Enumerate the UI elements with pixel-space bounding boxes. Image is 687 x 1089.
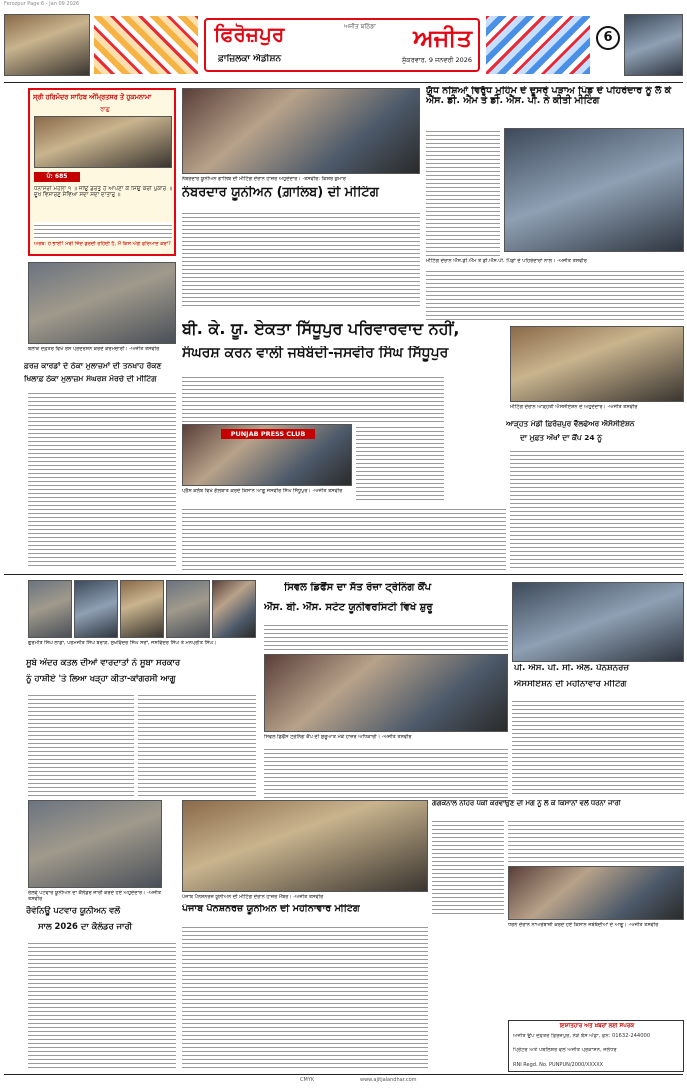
bku-body-top <box>182 374 444 424</box>
railway-headline-1: ਰੈਵੇਨਿਊ ਪਟਵਾਰ ਯੂਨੀਅਨ ਵਲੋਂ <box>26 906 121 915</box>
pensioners-headline: ਪੰਜਾਬ ਪੈਨਸ਼ਨਰਜ਼ ਯੂਨੀਅਨ ਦੀ ਮਹੀਨਾਵਾਰ ਮੀਟਿੰਗ <box>182 904 360 914</box>
bku-banner-text: PUNJAB PRESS CLUB <box>221 429 315 439</box>
civil-defence-headline-2: ਐੱਸ. ਬੀ. ਐੱਸ. ਸਟੇਟ ਯੂਨੀਵਰਸਿਟੀ ਵਿਖੇ ਸ਼ੁਰੂ <box>264 602 433 613</box>
issue-date: ਸ਼ੁੱਕਰਵਾਰ, 9 ਜਨਵਰੀ 2026 <box>401 56 472 64</box>
portrait-1 <box>28 580 72 638</box>
pspcl-photo <box>512 582 684 662</box>
portrait-4 <box>166 580 210 638</box>
bku-headline-1: ਬੀ. ਕੇ. ਯੂ. ਏਕਤਾ ਸਿੱਧੂਪੁਰ ਪਰਿਵਾਰਵਾਦ ਨਹੀਂ, <box>182 320 460 338</box>
page-number-badge: 6 <box>596 26 620 50</box>
contact-box <box>508 1020 684 1072</box>
hukamnama-body: ਧਨਾਸਰੀ ਮਹਲਾ ੧ ॥ ਜੀਉ ਡਰਤੁ ਹੈ ਆਪਣਾ ਕੈ ਸਿਉ ਕਰੀ ਪੁਕਾਰ ॥ ਦੂਖ ਵਿਸਾਰਣੁ ਸੇਵਿਆ ਸਦਾ ਸਦਾ ਦਾਤਾਰੁ ॥ <box>34 186 172 199</box>
anaj-mandi-body <box>510 448 684 570</box>
anaj-mandi-headline-1: ਆੜ੍ਹਤ ਮੰਡੀ ਫ਼ਿਰੋਜ਼ਪੁਰ ਵੈੱਲਫੇਅਰ ਐਸੋਸੀਏਸ਼ਨ <box>506 420 635 428</box>
numberdar-body <box>182 210 420 306</box>
contract-workers-body <box>28 390 176 566</box>
portrait-2 <box>74 580 118 638</box>
contract-workers-caption: ਬਲਾਕ ਦਫ਼ਤਰ ਵਿਖੇ ਰੋਸ ਪ੍ਰਦਰਸ਼ਨ ਕਰਦੇ ਕਰਮਚਾਰੀ। -ਅਜੀਤ ਤਸਵੀਰ <box>28 346 160 352</box>
pspcl-body <box>512 698 684 794</box>
railway-headline-2: ਸਾਲ 2026 ਦਾ ਕੈਲੰਡਰ ਜਾਰੀ <box>38 922 133 931</box>
bku-caption: ਪ੍ਰੈੱਸ ਕਲੱਬ ਵਿਖੇ ਗੱਲਬਾਤ ਕਰਦੇ ਕਿਸਾਨ ਆਗੂ ਜਸਵੀਰ ਸਿੰਘ ਸਿੱਧੂਪੁਰ। -ਅਜੀਤ ਤਸਵੀਰ <box>182 488 343 494</box>
edition-subtitle: ਫ਼ਾਜ਼ਿਲਕਾ ਐਡੀਸ਼ਨ <box>218 54 282 64</box>
pensioners-body <box>182 924 428 1068</box>
ganga-canal-body-right <box>508 818 684 864</box>
numberdar-photo <box>182 88 420 174</box>
railway-photo <box>28 800 162 888</box>
contact-box-title: ਇਸ਼ਤਿਹਾਰ ਅਤੇ ਖ਼ਬਰਾਂ ਲਈ ਸੰਪਰਕ <box>559 1023 635 1029</box>
hukamnama-text-block <box>34 222 172 240</box>
village-campaign-headline: ਯੁੱਧ ਨਸ਼ਿਆਂ ਵਿਰੁੱਧ ਮੁਹਿੰਮ ਦੇ ਦੂਸਰੇ ਪੜਾਅ ਪਿੰਡ ਦੇ ਪਹਿਰੇਦਾਰ ਨੂੰ ਲੈ ਕੇ ਐੱਸ. ਡੀ. ਐੱਮ ਤੇ ਡੀ. ਐੱਸ. ਪੀ. ਨੇ ਕੀਤੀ ਮੀਟਿੰਗ <box>426 86 672 107</box>
contract-workers-headline-1: ਫ਼ਰਜ਼ ਕਾਰਡਾਂ ਦੇ ਠੇਕਾ ਮੁਲਾਜ਼ਮਾਂ ਦੀ ਤਨਖ਼ਾਹ ਰੋਕਣ <box>24 362 162 370</box>
village-campaign-photo <box>504 128 684 252</box>
print-meta: Ferozpur Page 6 - Jan 09 2026 <box>4 1 80 7</box>
masthead-banner <box>204 18 480 72</box>
masthead <box>0 10 687 80</box>
congress-headline-2: ਨੂੰ ਹਾਸ਼ੀਏ 'ਤੇ ਲਿਆ ਖੜ੍ਹਾ ਕੀਤਾ-ਕਾਂਗਰਸੀ ਆਗੂ <box>26 674 176 683</box>
masthead-right-photo <box>624 14 683 76</box>
contact-box-line-2: ਪ੍ਰਿੰਟਰ ਅਤੇ ਪਬਲਿਸ਼ਰ ਵਲੋਂ ਅਜੀਤ ਪ੍ਰਕਾਸ਼ਨ, ਜਲੰਧਰ <box>513 1047 617 1053</box>
anaj-mandi-headline-2: ਦਾ ਮੁਫ਼ਤ ਅੱਖਾਂ ਦਾ ਕੈਂਪ 24 ਨੂੰ <box>520 434 602 442</box>
ganga-canal-headline: ਗੰਗਕੈਨਾਲ ਨਹਿਰ ਪੱਕੀ ਕਰਵਾਉਣ ਦੀ ਮੰਗ ਨੂੰ ਲੈ ਕੇ ਕਿਸਾਨਾਂ ਵਲੋਂ ਧਰਨਾ ਜਾਰੀ <box>432 800 621 807</box>
bku-body-middle <box>356 424 444 502</box>
pspcl-headline-1: ਪੀ. ਐਸ. ਪੀ. ਸੀ. ਐਲ. ਪੈਨਸ਼ਨਰਜ਼ <box>514 664 630 673</box>
hukamnama-box <box>28 88 176 256</box>
contact-box-rni: RNI Regd. No. PUNPUN/2000/XXXXX <box>513 1062 604 1068</box>
masthead-pattern-left <box>94 16 198 74</box>
civil-defence-caption: ਸਿਵਲ ਡਿਫੈਂਸ ਟ੍ਰੇਨਿੰਗ ਕੈਂਪ ਦੀ ਸ਼ੁਰੂਆਤ ਮੌਕੇ ਹਾਜ਼ਰ ਅਧਿਕਾਰੀ। -ਅਜੀਤ ਤਸਵੀਰ <box>264 734 412 740</box>
civil-defence-photo <box>264 654 508 732</box>
golden-temple-photo <box>34 116 172 168</box>
village-campaign-caption: ਮੀਟਿੰਗ ਦੌਰਾਨ ਐੱਸ.ਡੀ.ਐੱਮ ਤੇ ਡੀ.ਐੱਸ.ਪੀ. ਪਿੰਡਾਂ ਦੇ ਪਹਿਰੇਦਾਰਾਂ ਨਾਲ। -ਅਜੀਤ ਤਸਵੀਰ <box>426 258 587 264</box>
portrait-3 <box>120 580 164 638</box>
website-label: www.ajitjalandhar.com <box>360 1077 417 1083</box>
ganga-canal-photo <box>508 866 684 920</box>
mid-rule <box>4 574 683 575</box>
pensioners-photo <box>182 800 428 892</box>
numberdar-headline: ਨੰਬਰਦਾਰ ਯੂਨੀਅਨ (ਗ਼ਾਲਿਬ) ਦੀ ਮੀਟਿੰਗ <box>182 186 379 200</box>
hukamnama-label: ਪੰ: 685 <box>34 172 80 182</box>
congress-body-right <box>138 692 256 796</box>
civil-defence-body-bottom <box>264 746 508 798</box>
bku-headline-2: ਸੰਘਰਸ਼ ਕਰਨ ਵਾਲੀ ਜਥੇਬੰਦੀ-ਜਸਵੀਰ ਸਿੰਘ ਸਿੱਧੂਪੁਰ <box>182 346 449 361</box>
bottom-rule <box>4 1074 683 1075</box>
railway-body <box>28 940 176 1068</box>
railway-caption: ਰੇਲਵੇ ਪਟਵਾਰ ਯੂਨੀਅਨ ਦਾ ਕੈਲੰਡਰ ਜਾਰੀ ਕਰਦੇ ਹੋਏ ਅਹੁਦੇਦਾਰ। -ਅਜੀਤ ਤਸਵੀਰ <box>28 890 162 902</box>
masthead-pattern-right <box>486 16 590 74</box>
hukamnama-raag: ਰਾਗੁ <box>100 106 110 113</box>
pensioners-caption: ਪੰਜਾਬ ਪੈਨਸ਼ਨਰਜ਼ ਯੂਨੀਅਨ ਦੀ ਮੀਟਿੰਗ ਦੌਰਾਨ ਹਾਜ਼ਰ ਮੈਂਬਰ। -ਅਜੀਤ ਤਸਵੀਰ <box>182 894 324 900</box>
masthead-rule <box>4 82 683 83</box>
pspcl-headline-2: ਐਸੋਸੀਏਸ਼ਨ ਦੀ ਮਹੀਨਾਵਾਰ ਮੀਟਿੰਗ <box>514 680 627 689</box>
portrait-5 <box>212 580 256 638</box>
bku-body-bottom <box>182 506 506 570</box>
congress-body-left <box>28 692 134 796</box>
cmyk-label: CMYK <box>300 1077 315 1083</box>
bku-photo <box>182 424 352 486</box>
civil-defence-headline-1: ਸਿਵਲ ਡਿਫੈਂਸ ਦਾ ਸੱਤ ਰੋਜ਼ਾ ਟ੍ਰੇਨਿੰਗ ਕੈਂਪ <box>284 582 432 593</box>
civil-defence-body-top <box>264 622 508 652</box>
anaj-mandi-photo <box>510 326 684 402</box>
portraits-caption: ਗੁਰਮੀਤ ਸਿੰਘ ਲਾਡਾ, ਪਰਮਜੀਤ ਸਿੰਘ ਬਰਾੜ, ਸੁਖਵਿੰਦਰ ਸਿੰਘ ਸਰਾਂ, ਜਸਵਿੰਦਰ ਸਿੰਘ ਤੇ ਮਨਪ੍ਰੀਤ ਸਿੰਘ। <box>28 640 217 646</box>
masthead-title: ਫਿਰੋਜ਼ਪੁਰ <box>214 22 285 46</box>
ganga-canal-body-left <box>432 818 504 916</box>
brand-logo: ਅਜੀਤ <box>413 24 472 52</box>
anaj-mandi-caption: ਮੀਟਿੰਗ ਦੌਰਾਨ ਆੜ੍ਹਤੀ ਐਸੋਸੀਏਸ਼ਨ ਦੇ ਅਹੁਦੇਦਾਰ। -ਅਜੀਤ ਤਸਵੀਰ <box>510 404 638 410</box>
contract-workers-headline-2: ਖਿਲਾਫ਼ ਠੇਕਾ ਮੁਲਾਜ਼ਮ ਸੰਘਰਸ਼ ਮੋਰਚੇ ਦੀ ਮੀਟਿੰਗ <box>24 375 157 383</box>
contract-workers-photo <box>28 262 176 344</box>
masthead-left-photo <box>4 14 90 76</box>
village-campaign-body-left <box>426 128 500 256</box>
village-campaign-body-bottom <box>426 268 684 322</box>
congress-headline-1: ਸੂਬੇ ਅੰਦਰ ਕਤਲ ਦੀਆਂ ਵਾਰਦਾਤਾਂ ਨੇ ਸੂਬਾ ਸਰਕਾਰ <box>26 658 181 667</box>
numberdar-caption: ਨੰਬਰਦਾਰ ਯੂਨੀਅਨ ਗਾਲਿਬ ਦੀ ਮੀਟਿੰਗ ਦੌਰਾਨ ਹਾਜ਼ਰ ਅਹੁਦੇਦਾਰ। -ਤਸਵੀਰ: ਕਿਸ਼ੋਰ ਕੁਮਾਰ <box>182 176 346 182</box>
contact-box-line-1: ਅਜੀਤ ਉਪ ਦਫ਼ਤਰ ਫ਼ਿਰੋਜ਼ਪੁਰ, ਨੇੜੇ ਬੱਸ ਅੱਡਾ, ਫ਼ੋਨ: 01632-244000 <box>513 1033 651 1039</box>
hukamnama-title: ਸ੍ਰੀ ਹਰਿਮੰਦਰ ਸਾਹਿਬ ਅੰਮ੍ਰਿਤਸਰ ਤੋਂ ਹੁਕਮਨਾਮਾ <box>33 93 152 101</box>
ganga-canal-caption: ਧਰਨੇ ਦੌਰਾਨ ਨਾਅਰੇਬਾਜ਼ੀ ਕਰਦੇ ਹੋਏ ਕਿਸਾਨ ਜਥੇਬੰਦੀਆਂ ਦੇ ਆਗੂ। -ਅਜੀਤ ਤਸਵੀਰ <box>508 922 659 928</box>
hukamnama-footer: ਅਰਥ: ਹੇ ਭਾਈ! ਮੇਰੀ ਜਿੰਦ ਡਰਦੀ ਰਹਿੰਦੀ ਹੈ, ਮੈਂ ਕਿਸ ਅੱਗੇ ਫ਼ਰਿਆਦ ਕਰਾਂ? <box>34 241 171 247</box>
edition-tag: ਅਜੀਤ ਬਠਿੰਡਾ <box>344 23 376 30</box>
